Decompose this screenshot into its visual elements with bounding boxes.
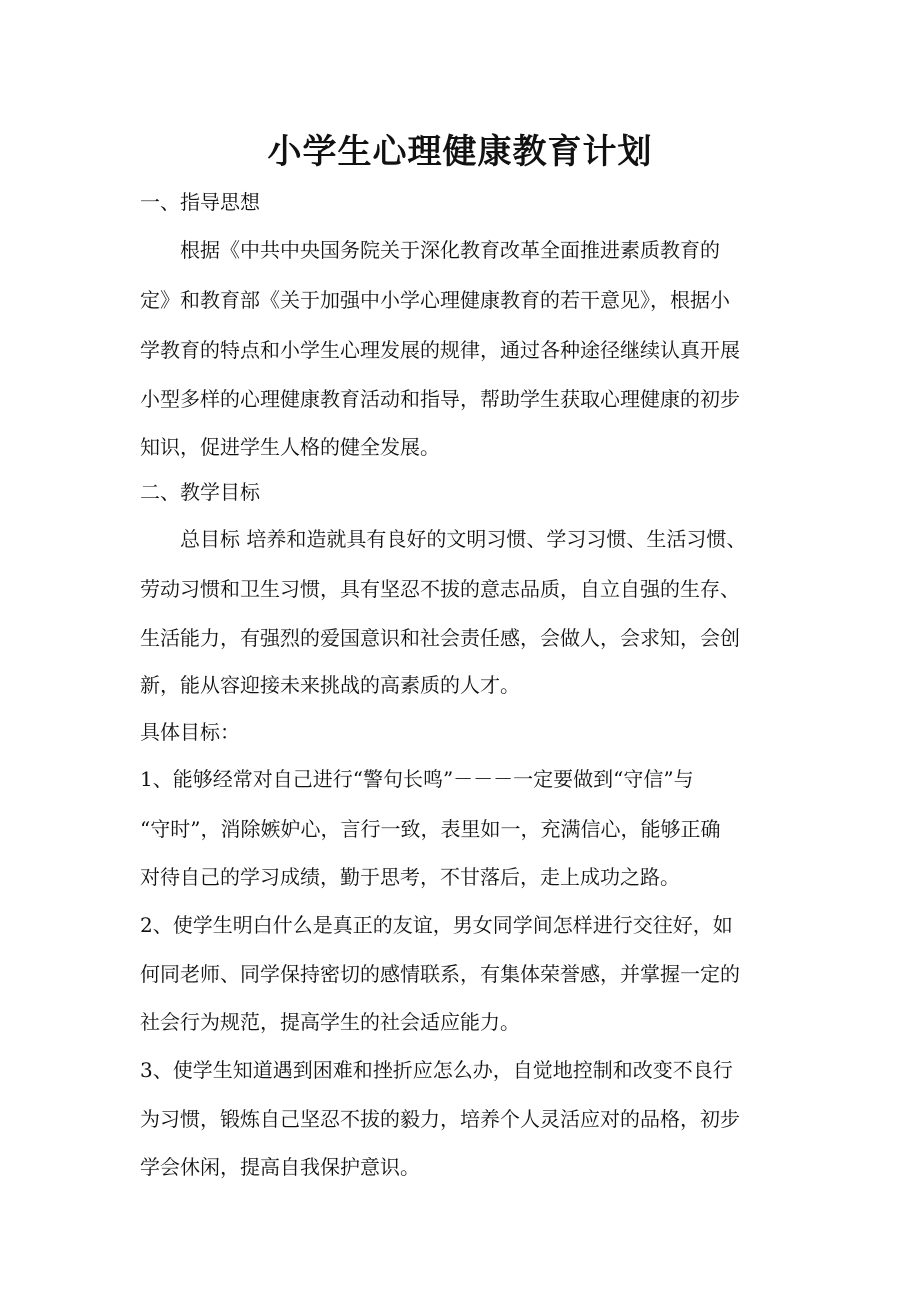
list-item-line: 对待自己的学习成绩，勤于思考，不甘落后，走上成功之路。 xyxy=(140,865,680,889)
paragraph-line: 学教育的特点和小学生心理发展的规律，通过各种途径继续认真开展 xyxy=(140,338,740,362)
specific-goals-heading: 具体目标： xyxy=(140,720,240,744)
paragraph-line: 定》和教育部《关于加强中小学心理健康教育的若干意见》，根据小 xyxy=(140,288,730,312)
section-heading-guiding-ideology: 一、指导思想 xyxy=(140,190,260,214)
list-item-line: 何同老师、同学保持密切的感情联系，有集体荣誉感，并掌握一定的 xyxy=(140,962,740,986)
paragraph-line: 新，能从容迎接未来挑战的高素质的人才。 xyxy=(140,673,520,697)
paragraph-line: 知识，促进学生人格的健全发展。 xyxy=(140,435,440,459)
paragraph-line: 总目标 培养和造就具有良好的文明习惯、学习习惯、生活习惯、 xyxy=(140,527,747,551)
list-item-line: “守时”，消除嫉妒心，言行一致，表里如一，充满信心，能够正确 xyxy=(140,817,721,841)
paragraph-line: 生活能力，有强烈的爱国意识和社会责任感，会做人，会求知，会创 xyxy=(140,626,740,650)
page-title: 小学生心理健康教育计划 xyxy=(267,132,653,172)
list-item-line: 学会休闲，提高自我保护意识。 xyxy=(140,1155,420,1179)
paragraph-line: 小型多样的心理健康教育活动和指导，帮助学生获取心理健康的初步 xyxy=(140,387,740,411)
list-item-line: 社会行为规范，提高学生的社会适应能力。 xyxy=(140,1010,520,1034)
list-item-line: 1、能够经常对自己进行“警句长鸣”－－－一定要做到“守信”与 xyxy=(140,767,694,791)
paragraph-line: 劳动习惯和卫生习惯，具有坚忍不拔的意志品质，自立自强的生存、 xyxy=(140,577,740,601)
paragraph-line: 根据《中共中央国务院关于深化教育改革全面推进素质教育的 xyxy=(140,238,720,262)
section-heading-teaching-goals: 二、教学目标 xyxy=(140,480,260,504)
list-item-line: 3、使学生知道遇到困难和挫折应怎么办，自觉地控制和改变不良行 xyxy=(140,1058,733,1082)
list-item-line: 为习惯，锻炼自己坚忍不拔的毅力，培养个人灵活应对的品格，初步 xyxy=(140,1107,740,1131)
list-item-line: 2、使学生明白什么是真正的友谊，男女同学间怎样进行交往好，如 xyxy=(140,913,733,937)
